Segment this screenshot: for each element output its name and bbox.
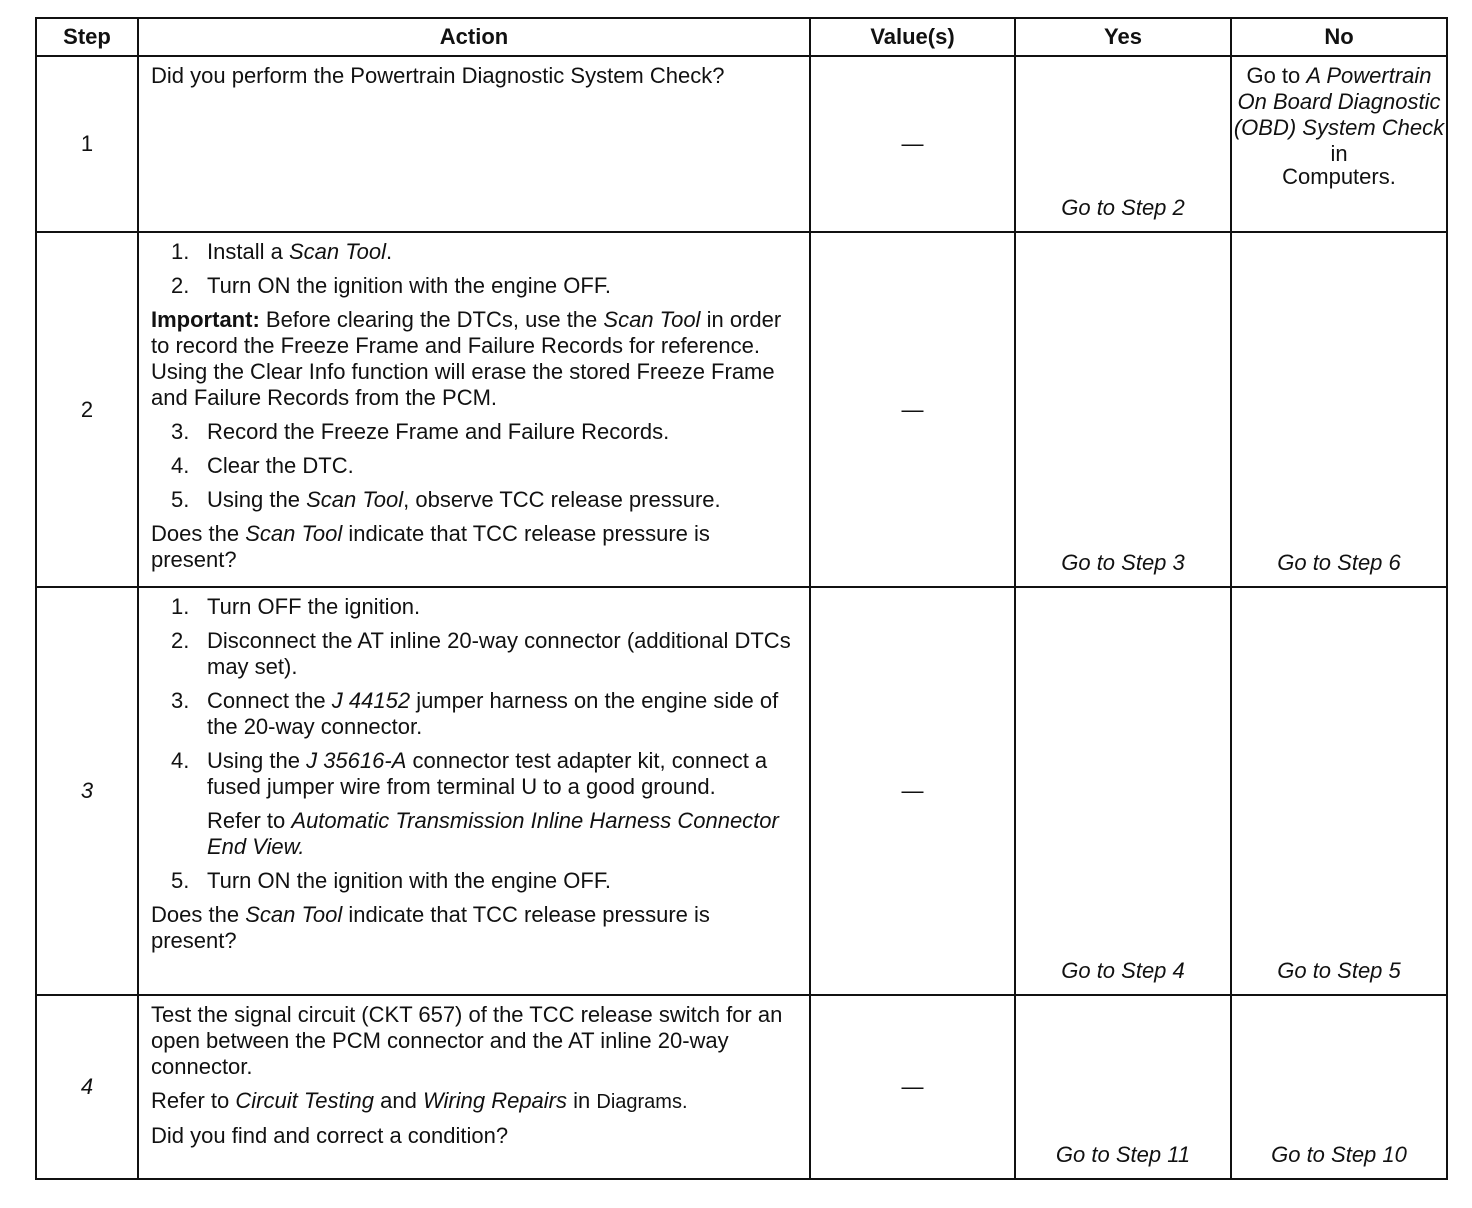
no-cell bbox=[1231, 56, 1447, 232]
important-note: Important: Before clearing the DTCs, use the Scan Tool in order to record the Freeze Frame and Failure Records for reference. Using the Clear Info function will erase the stored Freeze Frame and Failure Records from the PCM. bbox=[151, 307, 782, 410]
step-number: 3 bbox=[36, 587, 138, 995]
goto-step-link[interactable]: Go to Step 2 bbox=[1061, 195, 1185, 220]
no-prefix: Go to bbox=[1246, 63, 1301, 88]
no-cell bbox=[1231, 232, 1447, 587]
list-item: 2. Turn ON the ignition with the engine OFF. bbox=[171, 273, 611, 298]
goto-step-link[interactable]: Go to Step 11 bbox=[1055, 1142, 1191, 1167]
action-text: Test the signal circuit (CKT 657) of the TCC release switch for an open between the PCM connector and the AT inline 20-way connector. bbox=[151, 1002, 783, 1079]
circuit-testing-link[interactable]: Circuit Testing bbox=[235, 1088, 374, 1113]
list-item: 4. Using the J 35616-A connector test adapter kit, connect a fused jumper wire from terminal U to a good ground. bbox=[171, 748, 768, 799]
value-cell: — bbox=[810, 232, 1015, 587]
no-link-title[interactable]: A Powertrain On Board Diagnostic (OBD) System Check bbox=[1233, 63, 1445, 140]
header-yes: Yes bbox=[1015, 18, 1231, 56]
goto-step-link[interactable]: Go to Step 3 bbox=[1061, 550, 1185, 575]
table-row-step-1 bbox=[36, 56, 1447, 232]
action-cell bbox=[138, 56, 810, 232]
action-question: Did you find and correct a condition? bbox=[151, 1123, 509, 1148]
list-item: 1. Install a Scan Tool. bbox=[171, 239, 393, 264]
header-step: Step bbox=[36, 18, 138, 56]
list-item: 5. Using the Scan Tool, observe TCC release pressure. bbox=[171, 487, 721, 512]
table-row-step-2 bbox=[36, 232, 1447, 587]
header-values: Value(s) bbox=[810, 18, 1015, 56]
header-row bbox=[36, 18, 1447, 56]
no-cell bbox=[1231, 995, 1447, 1179]
action-cell bbox=[138, 587, 810, 995]
list-item: 5. Turn ON the ignition with the engine OFF. bbox=[171, 868, 611, 893]
yes-cell bbox=[1015, 587, 1231, 995]
action-question: Did you perform the Powertrain Diagnostic System Check? bbox=[151, 63, 725, 88]
header-no: No bbox=[1231, 18, 1447, 56]
yes-cell bbox=[1015, 232, 1231, 587]
no-reference[interactable] bbox=[1232, 57, 1446, 187]
goto-step-link[interactable]: Go to Step 5 bbox=[1277, 958, 1401, 983]
table-row-step-3 bbox=[36, 587, 1447, 995]
header-action: Action bbox=[138, 18, 810, 56]
yes-cell bbox=[1015, 56, 1231, 232]
action-question: Does the Scan Tool indicate that TCC release pressure is present? bbox=[151, 521, 710, 572]
step-number: 2 bbox=[36, 232, 138, 587]
value-cell: — bbox=[810, 995, 1015, 1179]
step-number: 1 bbox=[36, 56, 138, 232]
value-cell: — bbox=[810, 587, 1015, 995]
action-list bbox=[151, 239, 799, 299]
list-item: 3. Record the Freeze Frame and Failure Records. bbox=[171, 419, 670, 444]
refer-note: Refer to Automatic Transmission Inline Harness Connector End View. bbox=[207, 808, 779, 859]
list-item: 3. Connect the J 44152 jumper harness on the engine side of the 20-way connector. bbox=[171, 688, 779, 739]
refer-note: Refer to Circuit Testing and Wiring Repairs in Diagrams. bbox=[151, 1088, 688, 1113]
list-item: 4. Clear the DTC. bbox=[171, 453, 354, 478]
table-row-step-4 bbox=[36, 995, 1447, 1179]
goto-step-link[interactable]: Go to Step 10 bbox=[1271, 1142, 1407, 1167]
wiring-repairs-link[interactable]: Wiring Repairs bbox=[422, 1088, 568, 1113]
action-list bbox=[151, 419, 799, 513]
no-mid: in bbox=[1330, 141, 1348, 166]
list-item: 2. Disconnect the AT inline 20-way connector (additional DTCs may set). bbox=[171, 628, 791, 679]
action-list bbox=[151, 594, 799, 894]
no-cell bbox=[1231, 587, 1447, 995]
value-cell: — bbox=[810, 56, 1015, 232]
list-item: 1. Turn OFF the ignition. bbox=[171, 594, 421, 619]
action-question: Does the Scan Tool indicate that TCC release pressure is present? bbox=[151, 902, 710, 953]
action-cell bbox=[138, 232, 810, 587]
action-cell bbox=[138, 995, 810, 1179]
yes-cell bbox=[1015, 995, 1231, 1179]
diagnostic-table bbox=[35, 17, 1448, 1180]
no-tail: Computers. bbox=[1282, 164, 1396, 189]
goto-step-link[interactable]: Go to Step 6 bbox=[1277, 550, 1401, 575]
goto-step-link[interactable]: Go to Step 4 bbox=[1061, 958, 1185, 983]
step-number: 4 bbox=[36, 995, 138, 1179]
